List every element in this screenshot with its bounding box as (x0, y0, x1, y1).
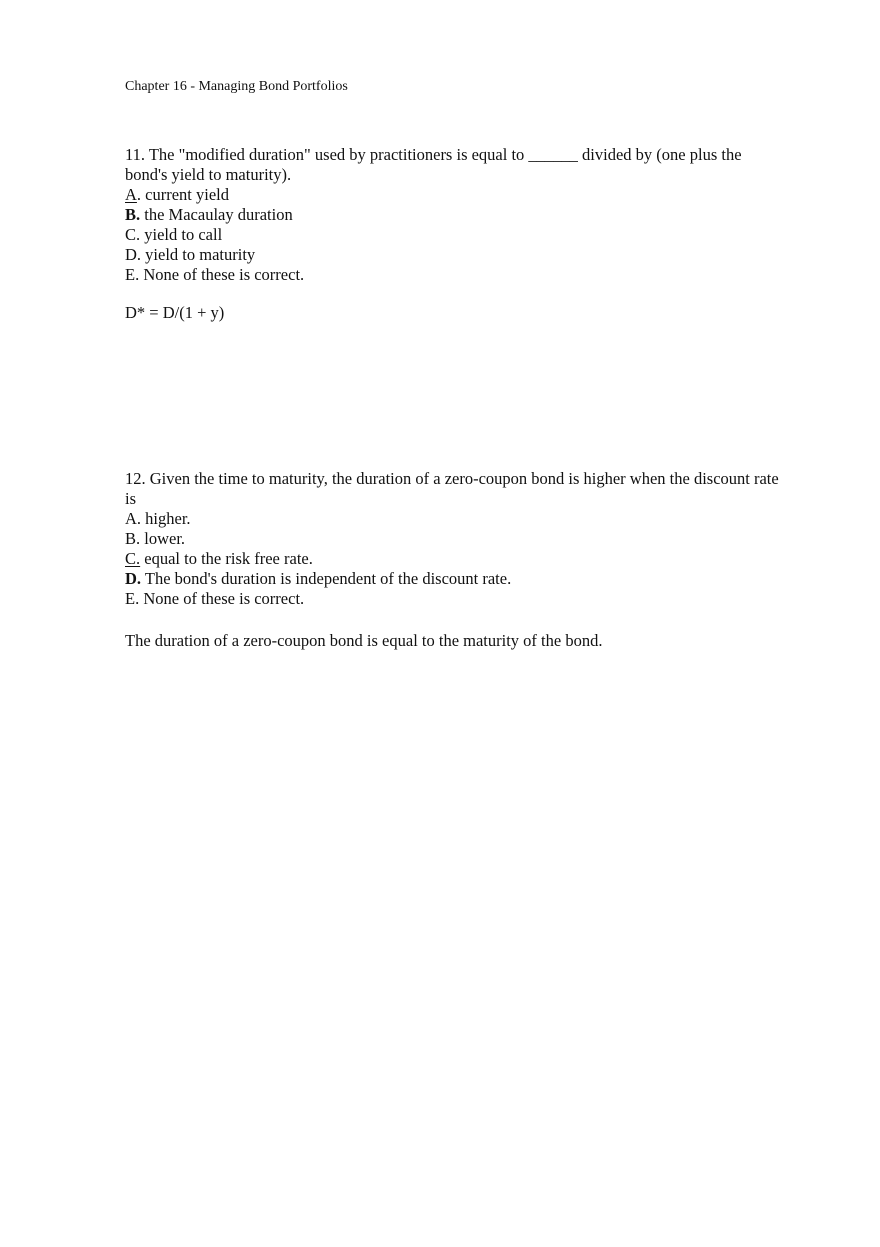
option-b (125, 529, 785, 549)
explanation: D* = D/(1 + y) (125, 303, 225, 322)
option-letter: C. (125, 549, 141, 568)
option-text: yield to call (140, 225, 223, 244)
question-stem: 11. The "modified duration" used by practitioners is equal to ______ divided by (one plus the bond's yield to maturity). (125, 145, 742, 184)
option-sep: . (136, 185, 142, 204)
option-a (125, 509, 785, 529)
question-12 (125, 469, 785, 651)
page-header: Chapter 16 - Managing Bond Portfolios (125, 79, 348, 94)
option-text: equal to the risk free rate. (140, 549, 313, 568)
option-text: None of these is correct. (139, 589, 305, 608)
option-c (125, 549, 785, 569)
question-11 (125, 145, 785, 323)
explanation: The duration of a zero-coupon bond is equal to the maturity of the bond. (125, 631, 603, 650)
option-c (125, 225, 785, 245)
option-text: lower. (140, 529, 186, 548)
option-letter: A. (125, 509, 142, 528)
option-text: current yield (141, 185, 230, 204)
question-stem: 12. Given the time to maturity, the duration of a zero-coupon bond is higher when the discount rate is (125, 469, 779, 508)
option-letter: D. (125, 245, 142, 264)
option-text: yield to maturity (141, 245, 256, 264)
option-e (125, 265, 785, 285)
option-letter: A (125, 185, 137, 204)
option-e (125, 589, 785, 609)
option-text: The bond's duration is independent of the discount rate. (141, 569, 512, 588)
option-d (125, 569, 785, 589)
option-letter: C. (125, 225, 141, 244)
option-text: higher. (141, 509, 191, 528)
option-letter: B. (125, 529, 141, 548)
option-text: None of these is correct. (139, 265, 305, 284)
option-letter: E. (125, 589, 140, 608)
option-letter: B. (125, 205, 141, 224)
option-d (125, 245, 785, 265)
option-a (125, 185, 785, 205)
option-letter: E. (125, 265, 140, 284)
option-text: the Macaulay duration (140, 205, 293, 224)
option-letter: D. (125, 569, 142, 588)
option-b (125, 205, 785, 225)
